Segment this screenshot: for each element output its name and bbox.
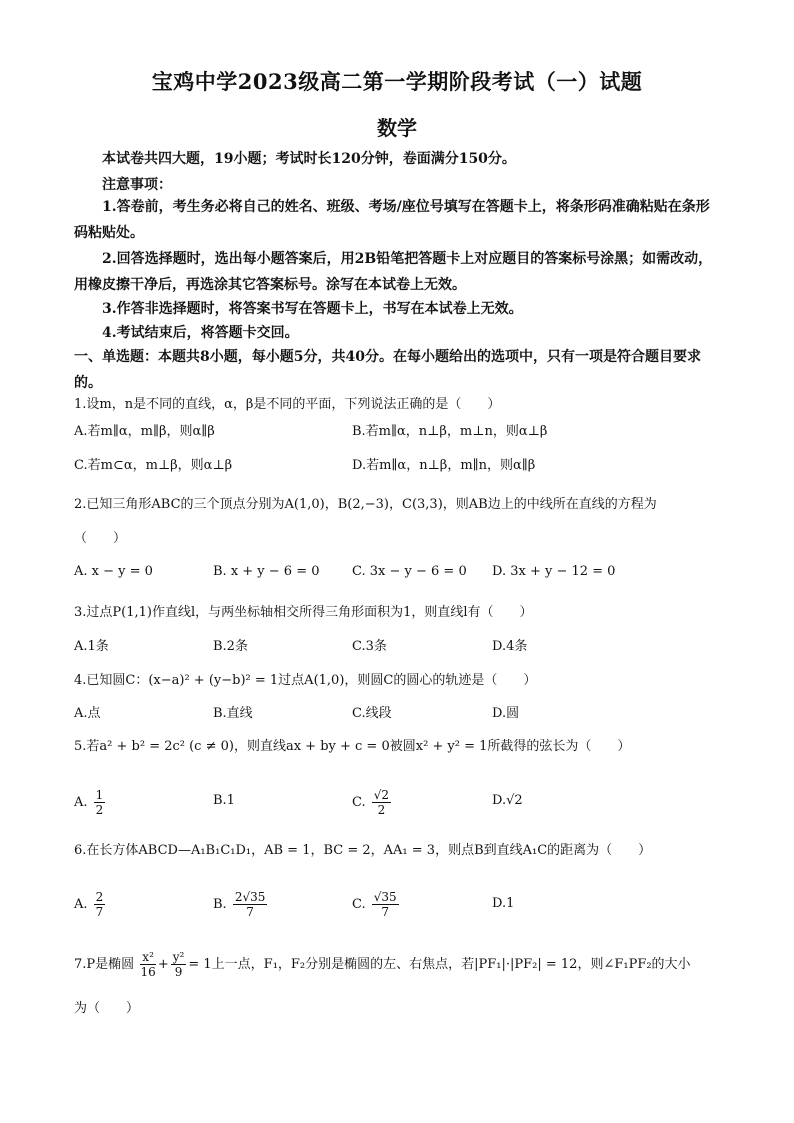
fraction-denominator: 2 [377,803,386,817]
q7-stem-post: 上一点，F₁，F₂分别是椭圆的左、右焦点，若|PF₁|·|PF₂| = 12，则∠F₁PF₂的大小 [211,957,691,972]
q5-option-a-fraction [94,788,106,817]
q5-option-c [352,788,393,817]
q6-option-c [352,890,401,919]
fraction-denominator: 7 [381,905,390,919]
q6-option-d: D.1 [492,896,515,911]
note-4: 4.考试结束后，将答题卡交回。 [102,325,299,341]
subject-title: 数学 [377,116,417,140]
q5-option-a [74,788,107,817]
q6-option-a-label: A. [74,897,88,912]
exam-summary: 本试卷共四大题，19小题；考试时长120分钟，卷面满分150分。 [102,151,516,167]
q4-option-b: B.直线 [213,706,253,721]
note-1: 1.答卷前，考生务必将自己的姓名、班级、考场/座位号填写在答题卡上，将条形码准确粘贴在条形码粘贴处。 [74,199,710,241]
question-5: 5.若a² + b² = 2c² (c ≠ 0)，则直线ax + by + c = 0被圆x² + y² = 1所截得的弦长为（ ） [74,739,631,754]
q2-option-d: D. 3x + y − 12 = 0 [492,564,616,579]
q3-option-c: C.3条 [352,639,387,654]
plus-sign: + [157,957,169,972]
question-3: 3.过点P(1,1)作直线l，与两坐标轴相交所得三角形面积为1，则直线l有（ ） [74,605,533,620]
q6-option-a [74,890,107,919]
q5-option-a-label: A. [74,795,88,810]
q6-option-c-label: C. [352,897,366,912]
question-7-cont: 为（ ） [74,1001,140,1016]
fraction-numerator: x² [142,950,154,964]
q4-option-d: D.圆 [492,706,520,721]
fraction-denominator: 7 [95,905,104,919]
notes-heading: 注意事项： [102,177,172,193]
fraction-numerator: √35 [373,890,397,904]
q4-option-c: C.线段 [352,706,392,721]
q6-option-b-fraction [233,890,268,919]
question-4: 4.已知圆C：(x−a)² + (y−b)² = 1过点A(1,0)，则圆C的圆心的轨迹是（ ） [74,673,537,688]
q1-option-b: B.若m∥α，n⊥β，m⊥n，则α⊥β [352,424,548,439]
note-3: 3.作答非选择题时，将答案书写在答题卡上，书写在本试卷上无效。 [102,301,523,317]
fraction-numerator: √2 [373,788,390,802]
q3-option-a: A.1条 [74,639,109,654]
q7-fraction-y [171,950,187,979]
q7-stem-pre: 7.P是椭圆 [74,957,135,972]
q3-option-b: B.2条 [213,639,248,654]
q6-option-a-fraction [94,890,106,919]
q3-option-d: D.4条 [492,639,528,654]
fraction-denominator: 7 [246,905,254,919]
question-1: 1.设m，n是不同的直线，α，β是不同的平面，下列说法正确的是（ ） [74,397,501,412]
q5-option-c-fraction [372,788,391,817]
fraction-denominator: 2 [95,803,104,817]
question-2-cont: （ ） [74,531,127,546]
fraction-denominator: 9 [174,965,183,979]
q5-option-c-label: C. [352,795,366,810]
q5-option-d: D.√2 [492,793,523,808]
fraction-numerator: y² [172,950,185,964]
q1-option-d: D.若m∥α，n⊥β，m∥n，则α∥β [352,458,536,473]
fraction-numerator: 1 [95,788,104,802]
q2-option-b: B. x + y − 6 = 0 [213,564,320,579]
fraction-denominator: 16 [140,965,156,979]
q6-option-b-label: B. [213,897,227,912]
q6-option-c-fraction [372,890,399,919]
fraction-numerator: 2 [95,890,104,904]
question-6: 6.在长方体ABCD—A₁B₁C₁D₁，AB = 1，BC = 2，AA₁ = 3，则点B到直线A₁C的距离为（ ） [74,843,652,858]
question-2: 2.已知三角形ABC的三个顶点分别为A(1,0)，B(2,−3)，C(3,3)，则AB边上的中线所在直线的方程为 [74,497,657,512]
q2-option-a: A. x − y = 0 [74,564,153,579]
section-heading: 一、单选题：本题共8小题，每小题5分，共40分。在每小题给出的选项中，只有一项是符合题目要求的。 [74,349,701,391]
page-title: 宝鸡中学2023级高二第一学期阶段考试（一）试题 [151,69,643,94]
fraction-numerator: 2√35 [234,890,266,904]
q1-option-a: A.若m∥α，m∥β，则α∥β [74,424,215,439]
q1-option-c: C.若m⊂α，m⊥β，则α⊥β [74,458,233,473]
q2-option-c: C. 3x − y − 6 = 0 [352,564,467,579]
q6-option-b [213,890,269,919]
note-2: 2.回答选择题时，选出每小题答案后，用2B铅笔把答题卡上对应题目的答案标号涂黑；如需改动，用橡皮擦干净后，再选涂其它答案标号。涂写在本试卷上无效。 [74,251,713,293]
q4-option-a: A.点 [74,706,101,721]
equals-one: = 1 [188,957,212,972]
question-7 [74,950,722,980]
q7-fraction-x [140,950,156,979]
q5-option-b: B.1 [213,793,235,808]
